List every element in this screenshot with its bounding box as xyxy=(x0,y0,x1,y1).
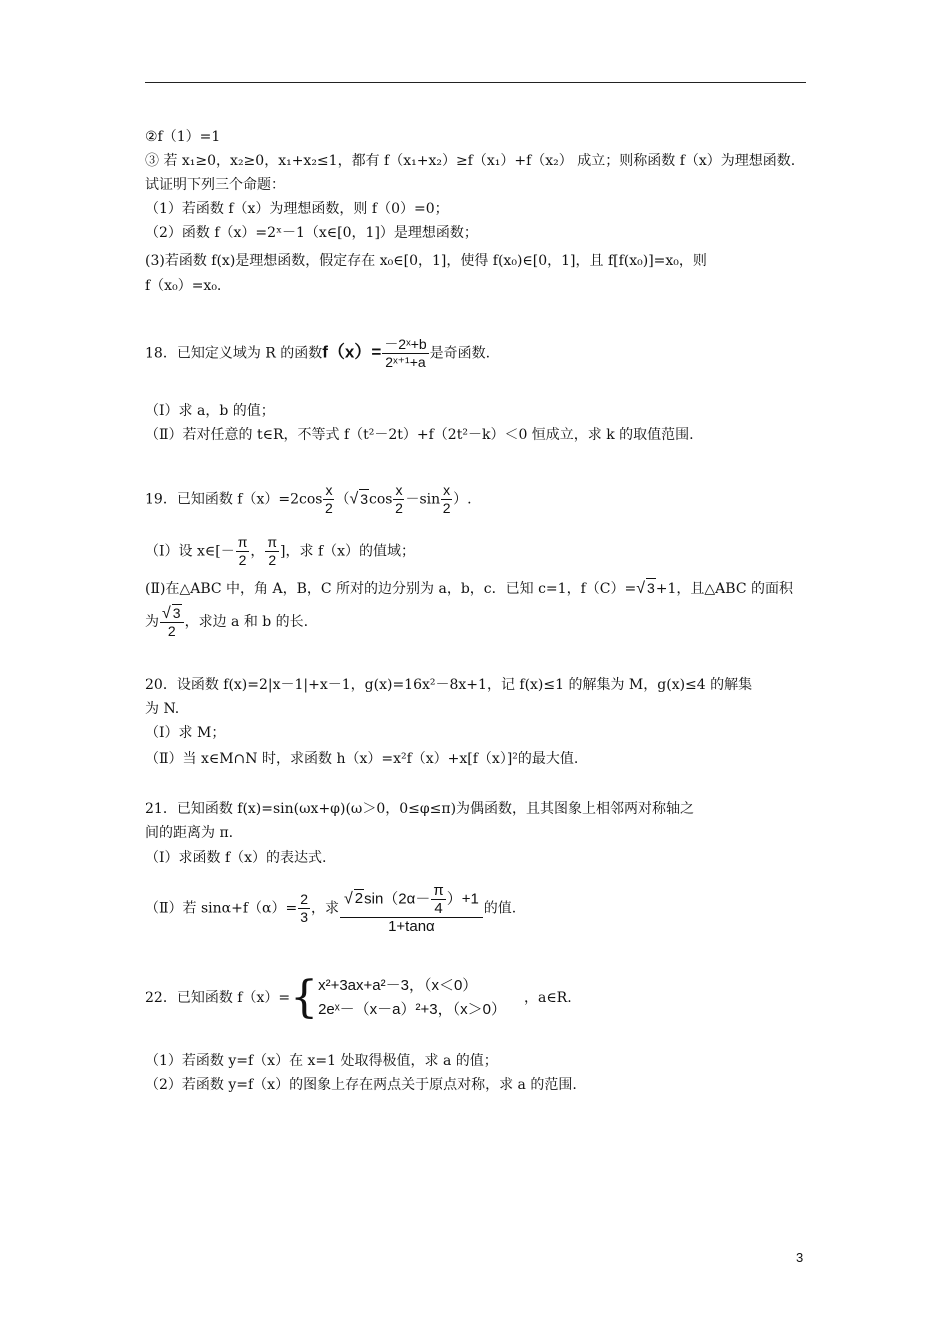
q18-fx: f（x）= xyxy=(322,342,382,362)
q21-statement-cont: 间的距离为 π. xyxy=(145,825,234,841)
q19-frac-x2-b: $\frac{x}{2}$ xyxy=(395,482,403,516)
q20-part2: （Ⅱ）当 x∈M∩N 时，求函数 h（x）=x²f（x）+x[f（x）]²的最大值. xyxy=(145,751,579,767)
q19-part2-cont: 为 $\frac{√ 3}{2}$ ，求边 a 和 b 的长. xyxy=(145,605,309,639)
q19-frac-x2-c: $\frac{x}{2}$ xyxy=(442,482,451,516)
q22-part1: （1）若函数 y=f（x）在 x=1 处取得极值，求 a 的值； xyxy=(145,1053,498,1069)
q19-part1: （Ⅰ）设 x∈[－ $\frac{\pi}{2}$ ， $\frac{\pi}{2}$ ]，求 f（x）的值域； xyxy=(145,534,416,568)
q21-statement: 21．已知函数 f(x)=sin(ωx+φ)(ω＞0，0≤φ≤π)为偶函数，且其图象上相邻两对称轴之 xyxy=(145,801,695,817)
condition-3: ③ 若 x₁≥0，x₂≥0，x₁+x₂≤1，都有 f（x₁+x₂）≥f（x₁）+f（x₂） 成立；则称函数 f（x）为理想函数. xyxy=(145,153,796,169)
q21-frac-2-3: $\frac{2}{3}$ xyxy=(300,891,308,925)
q19-statement: 19．已知函数 f（x）=2cos $\frac{x}{2}$ （√ 3cos $\frac{x}{2}$ －sin $\frac{x}{2}$ ）. xyxy=(145,482,472,516)
page-number: 3 xyxy=(796,1250,804,1265)
prove-intro: 试证明下列三个命题： xyxy=(145,177,285,193)
q18-statement: 18．已知定义域为 R 的函数f（x）= $\frac{\text{－2ˣ+b}}{\text{2ˣ⁺¹+a}}$ 是奇函数. xyxy=(145,336,491,370)
q22-statement: 22．已知函数 f（x）={ x²+3ax+a²－3，（x＜0） 2eˣ－（x－a）²+3，（x＞0） ，a∈R. xyxy=(145,972,572,1023)
prop-3-cont: f（x₀）=x₀. xyxy=(145,278,222,294)
q18-fraction: $\frac{\text{－2ˣ+b}}{\text{2ˣ⁺¹+a}}$ xyxy=(384,336,427,370)
q22-piecewise: x²+3ax+a²－3，（x＜0） 2eˣ－（x－a）²+3，（x＞0） xyxy=(318,977,506,1018)
prop-3: (3)若函数 f(x)是理想函数，假定存在 x₀∈[0，1]，使得 f(x₀)∈[0，1]，且 f[f(x₀)]=x₀，则 xyxy=(145,253,707,269)
q19-frac-x2-a: $\frac{x}{2}$ xyxy=(325,482,333,516)
sqrt-icon: √ xyxy=(349,490,359,508)
q20-part1: （Ⅰ）求 M； xyxy=(145,725,226,741)
q19-frac-root3-2: $\frac{√ 3}{2}$ xyxy=(160,604,184,640)
q20-statement: 20．设函数 f(x)=2|x－1|+x－1，g(x)=16x²－8x+1，记 f(x)≤1 的解集为 M，g(x)≤4 的解集 xyxy=(145,677,753,693)
q20-statement-cont: 为 N. xyxy=(145,701,180,717)
q19-frac-pi2-a: $\frac{\pi}{2}$ xyxy=(237,534,248,568)
condition-2: ②f（1）=1 xyxy=(145,129,221,145)
header-rule xyxy=(145,82,806,83)
q21-frac-pi4: $\frac{\pi}{4}$ xyxy=(433,882,444,917)
q18-part2: （Ⅱ）若对任意的 t∈R，不等式 f（t²－2t）+f（2t²－k）＜0 恒成立，求 k 的取值范围. xyxy=(145,427,694,443)
prop-1: （1）若函数 f（x）为理想函数，则 f（0）=0； xyxy=(145,201,449,217)
sqrt-icon: √ xyxy=(636,580,645,597)
q21-part2: （Ⅱ）若 sinα+f（α）= $\frac{2}{3}$ ，求 √ 2sin（2α－ $\frac{\pi}{4}$ ）+1 1+tanα 的值. xyxy=(145,882,517,935)
sqrt-icon: √ xyxy=(344,890,353,908)
left-brace-icon: { xyxy=(290,972,319,1023)
q22-part2: （2）若函数 y=f（x）的图象上存在两点关于原点对称，求 a 的范围. xyxy=(145,1077,577,1093)
sqrt-icon: √ xyxy=(162,605,171,622)
q18-part1: （Ⅰ）求 a，b 的值； xyxy=(145,403,275,419)
q19-frac-pi2-b: $\frac{\pi}{2}$ xyxy=(267,534,278,568)
prop-2: （2）函数 f（x）=2ˣ－1（x∈[0，1]）是理想函数； xyxy=(145,225,478,241)
q19-part2: (Ⅱ)在△ABC 中，角 A，B，C 所对的边分别为 a，b，c．已知 c=1，f（C）=√ 3+1，且△ABC 的面积 xyxy=(145,580,794,597)
q21-big-fraction: √ 2sin（2α－ $\frac{\pi}{4}$ ）+1 1+tanα xyxy=(340,882,483,935)
q21-part1: （Ⅰ）求函数 f（x）的表达式. xyxy=(145,850,327,866)
